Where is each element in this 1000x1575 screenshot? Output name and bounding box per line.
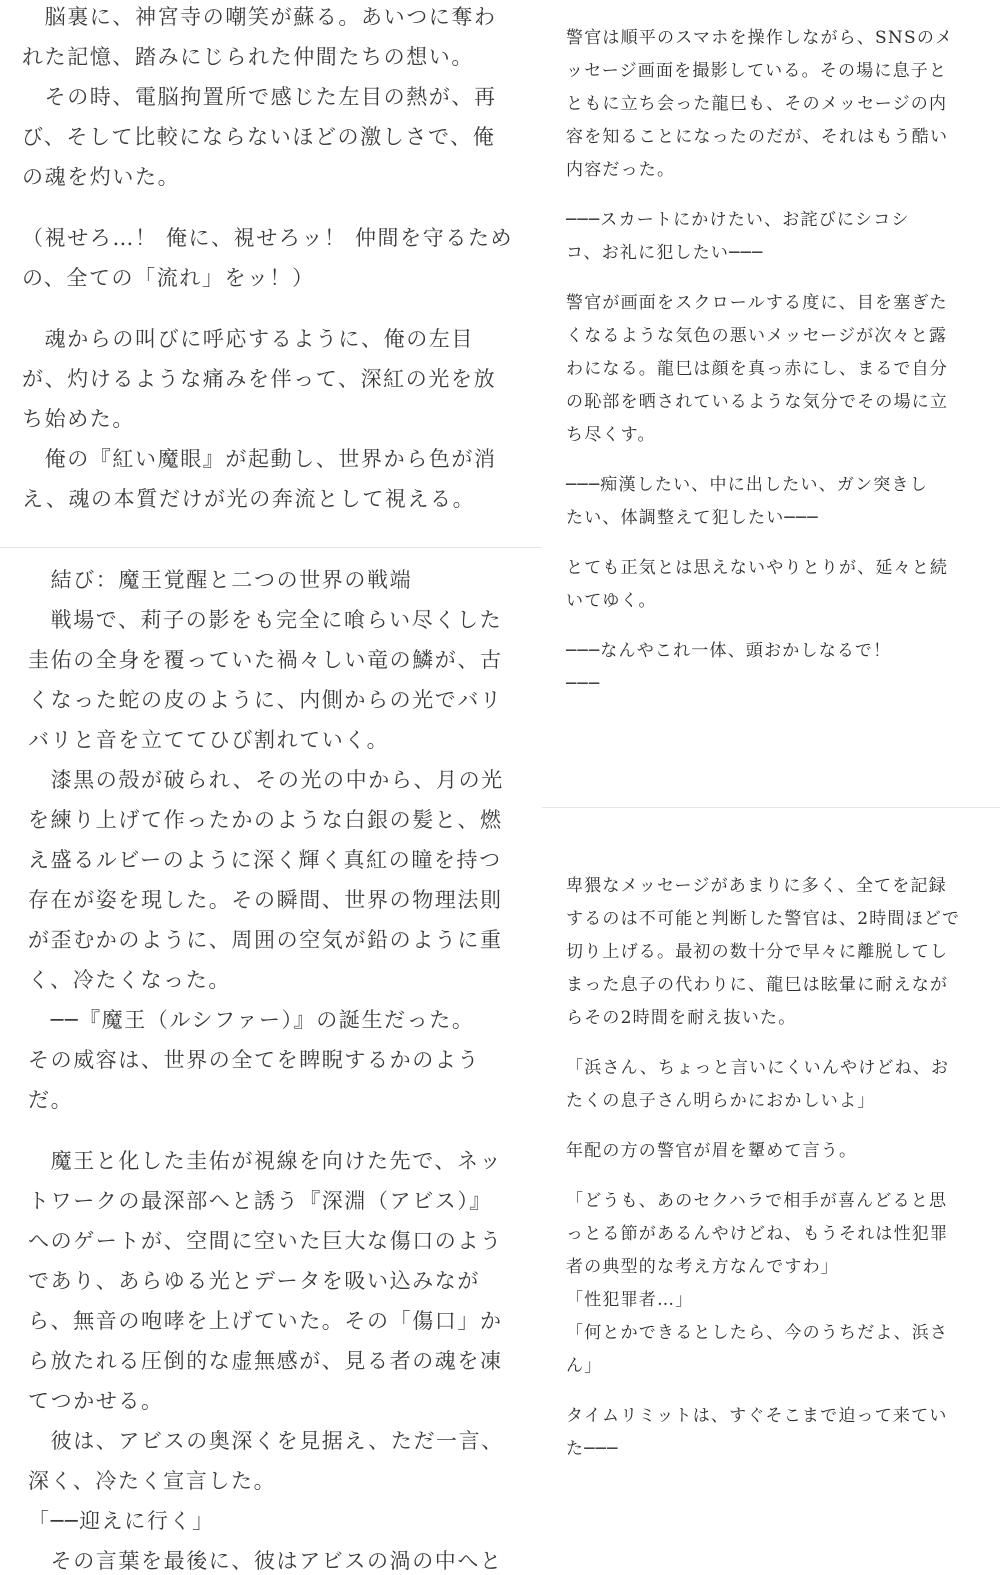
- text-line: その時、電脳拘置所で感じた左目の熱が、再: [22, 85, 497, 109]
- text-line: ───: [566, 674, 601, 694]
- text-line: タイムリミットは、すぐそこまで迫って来てい: [566, 1406, 948, 1426]
- text-line: 年配の方の警官が眉を顰めて言う。: [566, 1141, 858, 1161]
- text-line: 彼は、アビスの奥深くを見据え、ただ一言、: [28, 1429, 504, 1453]
- text-block: [566, 870, 986, 1466]
- text-line: び、そして比較にならないほどの激しさで、俺: [22, 125, 496, 149]
- text-line: 者の典型的な考え方なんですわ」: [566, 1257, 839, 1277]
- text-line: くなった蛇の皮のように、内側からの光でバリ: [28, 688, 503, 712]
- text-line: 結び：魔王覚醒と二つの世界の戦端: [28, 568, 413, 592]
- text-line: 切り上げる。最初の数十分で早々に離脱してし: [566, 942, 949, 962]
- text-line: 警官は順平のスマホを操作しながら、SNSのメ: [566, 28, 954, 48]
- text-line: [566, 1118, 986, 1135]
- text-line: 魔王と化した圭佑が視線を向けた先で、ネッ: [28, 1149, 503, 1173]
- text-line: が、灼けるような痛みを伴って、深紅の光を放: [22, 367, 497, 391]
- text-line: ──『魔王（ルシファー）』の誕生だった。: [28, 1008, 475, 1032]
- text-line: ───スカートにかけたい、お詫びにシコシ: [566, 210, 910, 230]
- text-line: え盛るルビーのように深く輝く真紅の瞳を持つ: [28, 848, 502, 872]
- text-line: の魂を灼いた。: [22, 165, 181, 189]
- text-line: 「浜さん、ちょっと言いにくいんやけどね、お: [566, 1058, 950, 1078]
- text-line: たくの息子さん明らかにおかしいよ」: [566, 1091, 876, 1111]
- text-line: いてゆく。: [566, 591, 657, 611]
- text-line: だ。: [28, 1088, 74, 1112]
- text-line: ───なんやこれ一体、頭おかしなるで！: [566, 641, 892, 661]
- text-line: トワークの最深部へと誘う『深淵（アビス）』: [28, 1189, 493, 1213]
- text-line: く、冷たくなった。: [28, 968, 231, 992]
- panel-divider: [542, 807, 1000, 808]
- text-line: （視せろ…！ 俺に、視せろッ！ 仲間を守るため: [22, 226, 514, 250]
- text-line: 容を知ることになったのだが、それはもう酷い: [566, 127, 949, 147]
- text-line: 魂からの叫びに呼応するように、俺の左目: [22, 327, 474, 351]
- text-line: てつかせる。: [28, 1389, 164, 1413]
- text-line: っとる節があるんやけどね、もうそれは性犯罪: [566, 1224, 949, 1244]
- text-line: 漆黒の殻が破られ、その光の中から、月の光: [28, 768, 504, 792]
- text-line: するのは不可能と判断した警官は、2時間ほどで: [566, 909, 961, 929]
- panel-divider: [0, 547, 542, 548]
- text-line: 脳裏に、神宮寺の嘲笑が蘇る。あいつに奪わ: [22, 5, 497, 29]
- text-line: が歪むかのように、周囲の空気が鉛のように重: [28, 928, 503, 952]
- text-line: の恥部を晒されているような気分でその場に立: [566, 392, 949, 412]
- text-line: [566, 1383, 986, 1400]
- text-line: 俺の『紅い魔眼』が起動し、世界から色が消: [22, 447, 497, 471]
- text-line: ───痴漢したい、中に出したい、ガン突きし: [566, 475, 928, 495]
- text-line: 深く、冷たく宣言した。: [28, 1469, 277, 1493]
- text-line: コ、お礼に犯したい───: [566, 243, 764, 263]
- text-line: を練り上げて作ったかのような白銀の髪と、燃: [28, 808, 503, 832]
- text-line: わになる。龍巳は顔を真っ赤にし、まるで自分: [566, 359, 949, 379]
- text-line: [566, 1035, 986, 1052]
- text-line: ち尽くす。: [566, 425, 656, 445]
- text-line: え、魂の本質だけが光の奔流として視える。: [22, 487, 476, 511]
- text-line: 「性犯罪者…」: [566, 1290, 694, 1310]
- text-line: れた記憶、踏みにじられた仲間たちの想い。: [22, 45, 474, 69]
- text-line: ら、無音の咆哮を上げていた。その「傷口」か: [28, 1309, 503, 1333]
- text-line: ら放たれる圧倒的な虚無感が、見る者の魂を凍: [28, 1349, 503, 1373]
- text-line: まった息子の代わりに、龍巳は眩暈に耐えなが: [566, 975, 949, 995]
- text-line: の、全ての「流れ」をッ！）: [22, 266, 315, 290]
- text-line: 存在が姿を現した。その瞬間、世界の物理法則: [28, 888, 503, 912]
- text-line: [566, 1168, 986, 1185]
- text-line: とても正気とは思えないやりとりが、延々と続: [566, 558, 949, 578]
- text-line: たい、体調整えて犯したい───: [566, 508, 819, 528]
- text-line: ッセージ画面を撮影している。その場に息子と: [566, 61, 948, 81]
- text-line: ち始めた。: [22, 407, 135, 431]
- text-line: であり、あらゆる光とデータを吸い込みなが: [28, 1269, 480, 1293]
- text-line: た───: [566, 1439, 619, 1459]
- text-line: バリと音を立ててひび割れていく。: [28, 728, 390, 752]
- text-line: 圭佑の全身を覆っていた禍々しい竜の鱗が、古: [28, 648, 503, 672]
- text-line: その言葉を最後に、彼はアビスの渦の中へと: [28, 1549, 503, 1573]
- text-line: ん」: [566, 1356, 603, 1376]
- text-line: 「何とかできるとしたら、今のうちだよ、浜さ: [566, 1323, 949, 1343]
- text-line: ともに立ち会った龍巳も、そのメッセージの内: [566, 94, 948, 114]
- text-line: その威容は、世界の全てを睥睨するかのよう: [28, 1048, 480, 1072]
- text-line: くなるような気色の悪いメッセージが次々と露: [566, 326, 948, 346]
- text-line: 内容だった。: [566, 160, 676, 180]
- text-line: 戦場で、莉子の影をも完全に喰らい尽くした: [28, 608, 503, 632]
- text-line: 「どうも、あのセクハラで相手が喜んどると思: [566, 1191, 948, 1211]
- text-line: 警官が画面をスクロールする度に、目を塞ぎた: [566, 293, 948, 313]
- text-line: らその2時間を耐え抜いた。: [566, 1008, 797, 1028]
- text-line: 卑猥なメッセージがあまりに多く、全てを記録: [566, 876, 947, 896]
- text-line: 「──迎えに行く」: [28, 1509, 215, 1533]
- text-line: へのゲートが、空間に空いた巨大な傷口のよう: [28, 1229, 503, 1253]
